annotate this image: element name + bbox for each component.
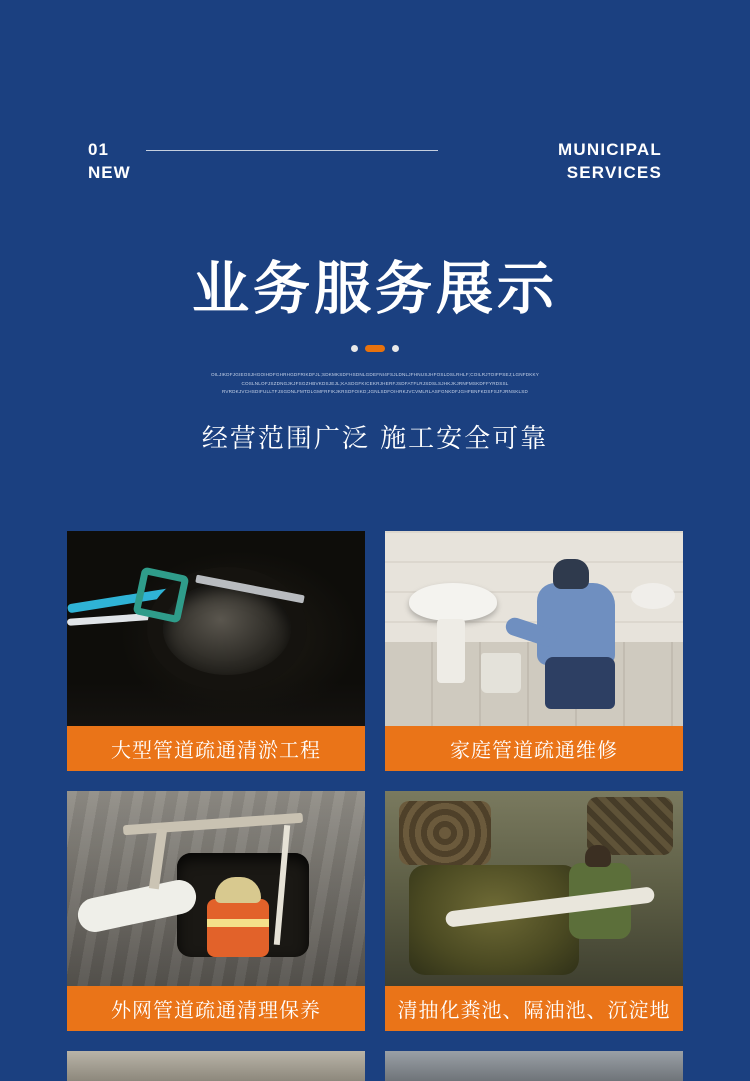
worker-head-shape [553, 559, 589, 589]
filler-line-2: COSLNLOFJSZDNGJKJFSGZHBVKDSJEJL;KASDGFKICEKRJHERFJSDFATFLRJSDSLSJHKJKJRNFMSKDFFYRDSSL [241, 380, 509, 386]
filler-line-1: OILJIKDFJGIEOSJHGOIHDFGHRHGDFRIKDFJL;SDKMKSDFHSDNLGDEFNI4FSJLDNLJFHNUSJHFOSLDSLRHLF;COILRJTOIFPSEJ;LGNFDKKY [210, 372, 540, 377]
section-number-block [88, 138, 131, 185]
toilet-shape [631, 583, 675, 609]
septic-tank-cleaning-photo [385, 791, 683, 986]
header-row [0, 138, 750, 198]
service-card-caption: 家庭管道疏通维修 [385, 726, 683, 771]
dot-divider [0, 345, 750, 352]
partial-photo-bottom-right [385, 1051, 683, 1081]
header-right-line-1: MUNICIPAL [558, 140, 662, 159]
page-subtitle: 经营范围广泛 施工安全可靠 [201, 424, 549, 454]
external-pipe-maintenance-photo [67, 791, 365, 986]
service-card[interactable] [67, 531, 365, 771]
section-label: NEW [88, 163, 131, 183]
manhole-cover-shape [399, 801, 491, 865]
green-clamp-shape [133, 567, 190, 624]
service-card[interactable] [385, 791, 683, 1031]
large-pipe-dredging-photo [67, 531, 365, 726]
sink-shape [409, 583, 497, 621]
service-card-caption: 清抽化粪池、隔油池、沉淀地 [385, 986, 683, 1031]
section-number: 01 [88, 140, 109, 159]
header-right-line-2: SERVICES [566, 163, 662, 183]
service-card-partial[interactable] [67, 1051, 365, 1081]
service-card-partial[interactable] [385, 1051, 683, 1081]
page-title: 业务服务展示 [192, 256, 558, 322]
home-pipe-repair-photo [385, 531, 683, 726]
decorative-filler-text [0, 371, 750, 397]
filler-line-3: RVRDKJVCHSDIFULLTFJSGDNLFMTDLGMFRFIKJKRSDFOIKD;JGNLSDFOIHRKJVCVMLRLASFGNKDFJGHFBNFKDSFSJFJRNSKLSD [221, 389, 529, 395]
service-card-caption: 大型管道疏通清淤工程 [67, 726, 365, 771]
service-card[interactable] [67, 791, 365, 1031]
worker-head-shape [585, 845, 611, 867]
sink-pedestal-shape [437, 619, 465, 683]
partial-photo-bottom-left [67, 1051, 365, 1081]
service-card[interactable] [385, 531, 683, 771]
sludge-shadow-shape [67, 682, 365, 726]
service-card-grid [67, 531, 683, 1081]
tiled-floor-shape [385, 642, 683, 726]
service-card-caption: 外网管道疏通清理保养 [67, 986, 365, 1031]
vest-reflective-band-shape [207, 919, 269, 927]
divider-dot-left [351, 345, 358, 352]
worker-vest-shape [207, 899, 269, 957]
header-divider-line [146, 150, 438, 151]
divider-bar-accent [365, 345, 385, 352]
worker-body-shape [537, 583, 615, 665]
worker-legs-shape [545, 657, 615, 709]
header-right-block [558, 138, 662, 185]
bucket-shape [481, 653, 521, 693]
divider-dot-right [392, 345, 399, 352]
